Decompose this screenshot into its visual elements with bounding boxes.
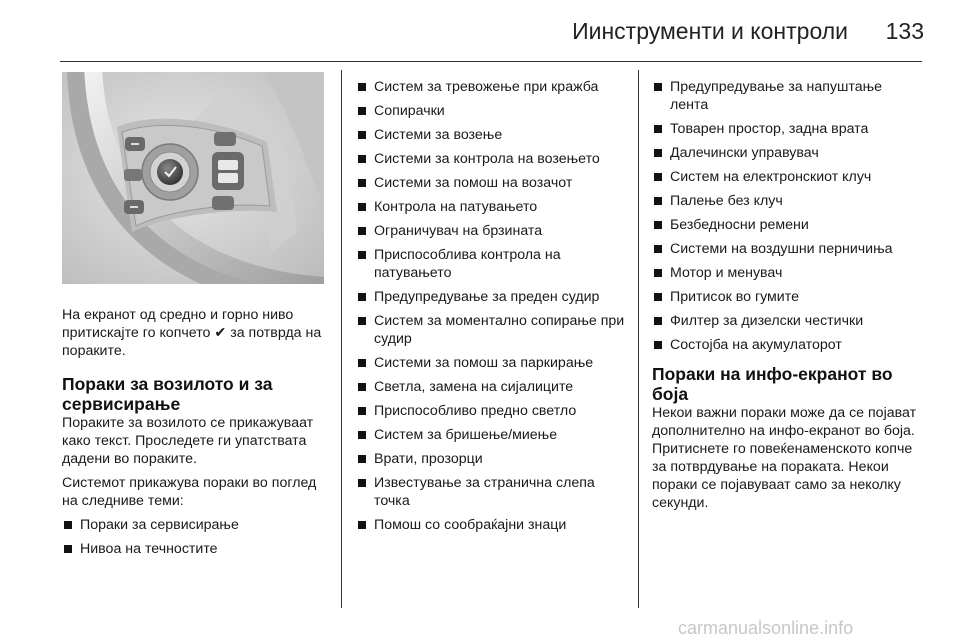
list-item: Предупредување за напуштање лента: [652, 78, 924, 114]
list-item: Светла, замена на сијалиците: [356, 378, 630, 396]
list-item: Систем за тревожење при кражба: [356, 78, 630, 96]
topic-list: [652, 78, 924, 354]
topic-list: [62, 516, 330, 558]
steering-wheel-figure: [62, 72, 324, 284]
list-item: Известување за странична слепа точка: [356, 474, 630, 510]
list-item: Филтер за дизелски честички: [652, 312, 924, 330]
watermark: carmanualsonline.info: [678, 618, 854, 638]
list-item: Помош со сообраќајни знаци: [356, 516, 630, 534]
list-item: Предупредување за преден судир: [356, 288, 630, 306]
list-item: Далечински управувач: [652, 144, 924, 162]
list-item: Системи на воздушни перничиња: [652, 240, 924, 258]
chapter-title: Иинструменти и контроли: [572, 18, 848, 44]
section-heading-vehicle-messages: Пораки за возилото и за сервисирање: [62, 374, 273, 414]
list-item: Системи за помош за паркирање: [356, 354, 630, 372]
list-item: Ограничувач на брзината: [356, 222, 630, 240]
list-item: Притисок во гумите: [652, 288, 924, 306]
list-item: Безбедносни ремени: [652, 216, 924, 234]
list-item: Системи за контрола на возењето: [356, 150, 630, 168]
list-item: Пораки за сервисирање: [62, 516, 330, 534]
list-item: Врати, прозорци: [356, 450, 630, 468]
page-header: [0, 0, 960, 62]
section-heading-info-display-messages: Пораки на инфо-екранот во боја: [652, 364, 893, 404]
list-item: Приспособлива контрола на патувањето: [356, 246, 630, 282]
topic-list: [356, 78, 630, 534]
page-number: 133: [885, 18, 924, 44]
steering-wheel-controls-icon: [62, 72, 324, 284]
list-item: Палење без клуч: [652, 192, 924, 210]
list-item: Системи за возење: [356, 126, 630, 144]
paragraph: Некои важни пораки може да се појават дополнително на инфо-екранот во боја. Притиснете го повеќенаменското копче за потврдување на пораката. Некои пораки се појавуваат само за неколку секунди.: [652, 405, 917, 511]
column-divider-1: [341, 70, 342, 608]
list-item: Систем на електронскиот клуч: [652, 168, 924, 186]
column-2: [356, 78, 630, 540]
column-3: [652, 78, 924, 512]
list-item: Приспособливо предно светло: [356, 402, 630, 420]
list-item: Системи за помош на возачот: [356, 174, 630, 192]
list-item: Систем за бришење/миење: [356, 426, 630, 444]
header-divider: [60, 61, 922, 62]
list-item: Нивоа на течностите: [62, 540, 330, 558]
figure-caption: На екранот од средно и горно ниво притискајте го копчето ✔ за потврда на пораките.: [62, 307, 322, 359]
column-divider-2: [638, 70, 639, 608]
list-item: Товарен простор, задна врата: [652, 120, 924, 138]
list-item: Контрола на патувањето: [356, 198, 630, 216]
column-1: [62, 72, 330, 564]
list-item: Сопирачки: [356, 102, 630, 120]
list-item: Состојба на акумулаторот: [652, 336, 924, 354]
paragraph: Пораките за возилото се прикажуваат како текст. Проследете ги упатствата дадени во пораките.: [62, 415, 314, 467]
paragraph: Системот прикажува пораки во поглед на следниве теми:: [62, 475, 317, 509]
list-item: Систем за моментално сопирање при судир: [356, 312, 630, 348]
list-item: Мотор и менувач: [652, 264, 924, 282]
